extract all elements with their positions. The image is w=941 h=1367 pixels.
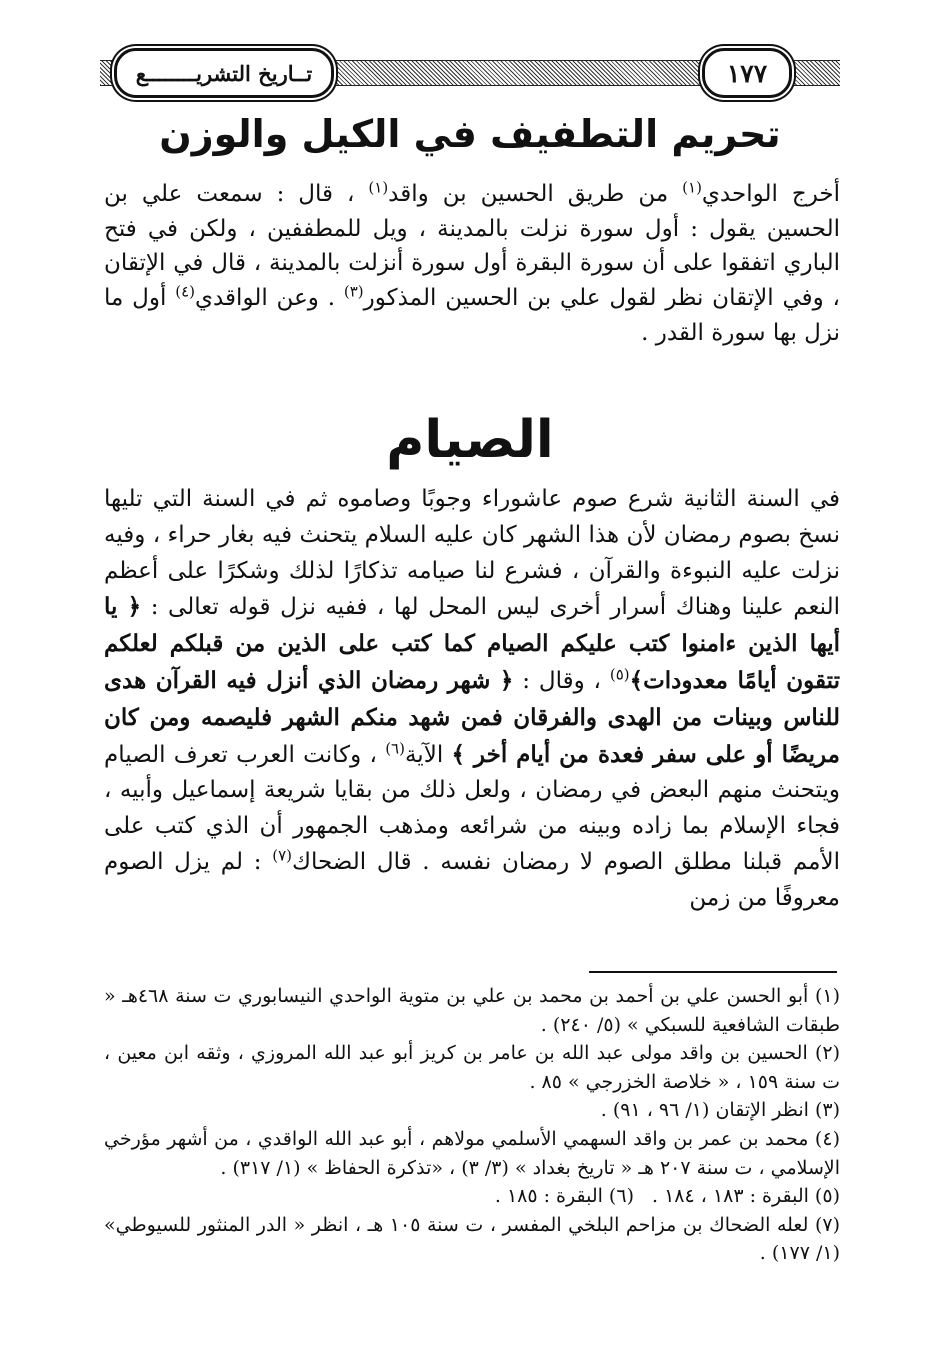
footnote-7: (٧) لعله الضحاك بن مزاحم البلخي المفسر ، ت سنة ١٠٥ هـ ، انظر « الدر المنثور للسيوطي» (١/ ١٧٧) . [104, 1213, 840, 1265]
text-run: . وعن الواقدي [194, 285, 344, 312]
footnote-1: (١) أبو الحسن علي بن أحمد بن محمد بن علي بن متوية الواحدي النيسابوري ت سنة ٤٦٨هـ « طبقات الشافعية للسبكي » (٥/ ٢٤٠) . [104, 985, 841, 1036]
footnote-row-5-6 [104, 1182, 840, 1211]
quran-quote: ﴿ شهر رمضان الذي أنزل فيه القرآن هدى للناس وبينات من الهدى والفرقان فمن شهد منكم الشهر فليصمه ومن كان مريضًا أو على سفر فعدة من أيام أخر ﴾ [104, 666, 840, 768]
text-run: ، قال : سمعت علي بن الحسين يقول : أول سورة نزلت بالمدينة ، ويل للمطففين ، ولكن في فتح الباري اتفقوا على أن سورة البقرة أول سورة أنزلت بالمدينة ، قال في الإتقان ، وفي الإتقان نظر لقول علي بن الحسين المذكور [104, 181, 840, 312]
paragraph-tatfif [104, 177, 840, 351]
footnote-ref: (١) [682, 178, 702, 197]
footnote-ref: (٤) [175, 282, 195, 301]
section-title-tatfif: تحريم التطفيف في الكيل والوزن [159, 112, 781, 156]
footnote-ref: (٣) [343, 282, 364, 301]
text-run: في السنة الثانية شرع صوم عاشوراء وجوبًا وصاموه ثم في السنة التي تليها نسخ بصوم رمضان لأن هذا الشهر كان عليه السلام يتحنث فيه بغار حراء ، وفيه نزلت عليه النبوءة والقرآن ، فشرع لنا صيامه تذكارًا لذلك وشكرًا على أعظم النعم علينا وهناك أسرار أخرى ليس المحل لها ، ففيه نزل قوله تعالى : [104, 486, 840, 621]
footnotes [104, 982, 840, 1268]
quran-quote: ﴿ يا أيها الذين ءامنوا كتب عليكم الصيام كما كتب على الذين من قبلكم لعلكم تتقون أيامًا معدودات﴾ [104, 593, 840, 694]
text-run: الآية [404, 741, 452, 768]
text-run: : لم يزل الصوم معروفًا من زمن [104, 848, 840, 911]
text-run: أخرج الواحدي [701, 181, 841, 207]
paragraph-siyam [104, 482, 840, 917]
page-header [100, 40, 840, 100]
page-number: ١٧٧ [702, 48, 792, 98]
text-run: أول ما نزل بها سورة القدر . [104, 285, 840, 346]
text-run: ، وكانت العرب تعرف الصيام ويتحنث منهم البعض في رمضان ، ولعل ذلك من بقايا شريعة إسماعيل وأبيه ، فجاء الإسلام بما زاده وبينه من شرائعه ومذهب الجمهور أن الذي كتب على الأمم قبلنا مطلق الصوم لا رمضان نفسه . قال الضحاك [104, 741, 840, 875]
footnote-ref: (٥) [609, 665, 630, 684]
text-run: ، وقال : [513, 667, 610, 694]
footnote-ref: (١) [368, 178, 389, 197]
footnote-ref: (٧) [272, 846, 292, 865]
footnote-5: (٥) البقرة : ١٨٣ ، ١٨٤ . [652, 1185, 840, 1208]
text-run: من طريق الحسين بن واقد [388, 181, 683, 207]
running-title: تــاريخ التشريــــــــع [114, 48, 334, 98]
footnote-ref: (٦) [385, 738, 405, 757]
section-title-siyam: الصيام [386, 410, 554, 470]
footnote-separator [589, 971, 837, 973]
footnote-6: (٦) البقرة : ١٨٥ . [494, 1185, 634, 1208]
footnote-4: (٤) محمد بن عمر بن واقد السهمي الأسلمي مولاهم ، أبو عبد الله الواقدي ، من أشهر مؤرخي الإسلامي ، ت سنة ٢٠٧ هـ « تاريخ بغداد » (٣/ ٣) ، «تذكرة الحفاظ » (١/ ٣١٧) . [104, 1127, 840, 1179]
footnote-2: (٢) الحسين بن واقد مولى عبد الله بن عامر بن كريز أبو عبد الله المروزي ، وثقه ابن معين ، ت سنة ١٥٩ ، « خلاصة الخزرجي » ٨٥ . [104, 1042, 840, 1093]
footnote-3: (٣) انظر الإتقان (١/ ٩٦ ، ٩١) . [600, 1099, 840, 1122]
